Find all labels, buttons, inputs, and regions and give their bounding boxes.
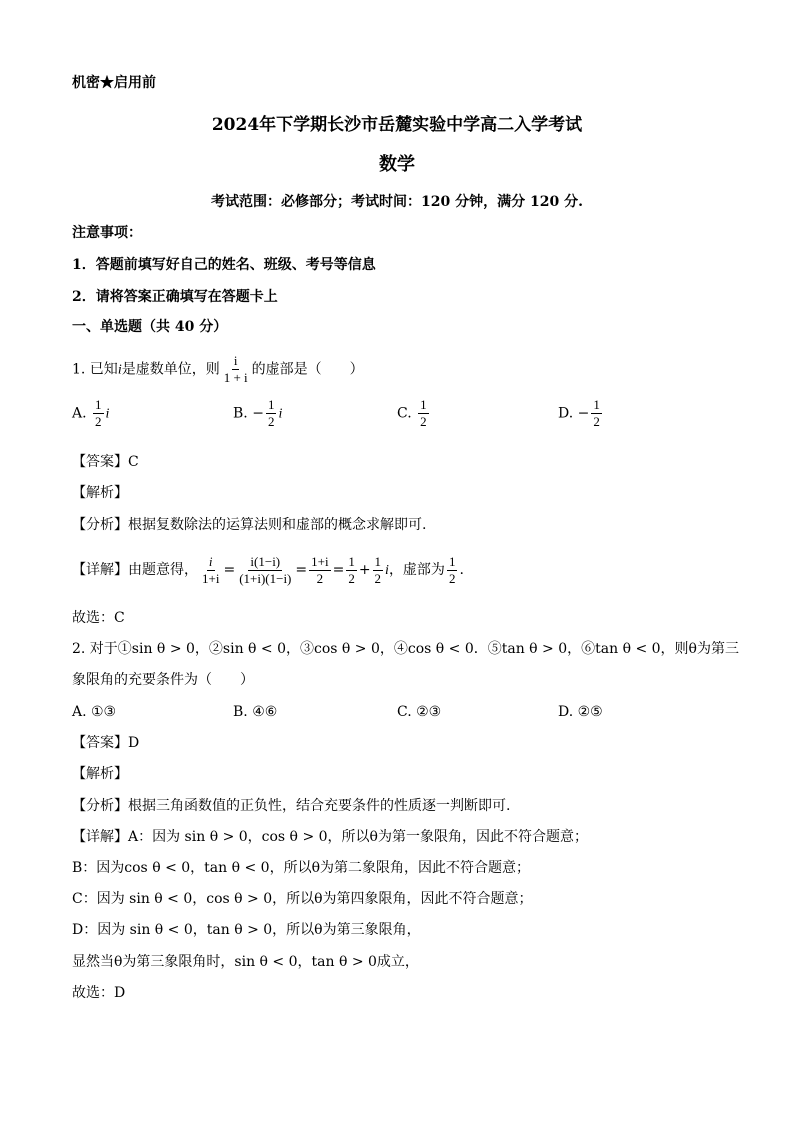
q1-choose: 故选：C [72, 610, 125, 626]
subject-title: 数学 [379, 154, 415, 175]
q1-option-c: C. $\frac{1}{2}$ [397, 397, 427, 429]
q2-detail-a: 【详解】A：因为 sin θ > 0，cos θ > 0，所以θ为第一象限角，因此不符合题意； [72, 829, 588, 845]
q2-choose: 故选：D [72, 985, 126, 1001]
q1-answer: 【答案】C [72, 454, 139, 470]
section-title: 一、单选题（共 40 分） [72, 319, 228, 335]
q1-option-a: A. $\frac{1}{2}$ i [72, 397, 110, 429]
q2-option-b: B. ④⑥ [233, 704, 278, 720]
note-item-1: 1．答题前填写好自己的姓名、班级、考号等信息 [72, 257, 376, 273]
q2-detail-e: 显然当θ为第三象限角时，sin θ < 0，tan θ > 0成立， [72, 954, 419, 970]
q2-stem-line1: 2. 对于①sin θ > 0，②sin θ < 0，③cos θ > 0，④cos θ < 0．⑤tan θ > 0，⑥tan θ < 0，则θ为第三 [72, 641, 739, 657]
q2-fenxi: 【分析】根据三角函数值的正负性，结合充要条件的性质逐一判断即可. [72, 798, 511, 814]
q2-answer: 【答案】D [72, 735, 140, 751]
q1-fenxi: 【分析】根据复数除法的运算法则和虚部的概念求解即可. [72, 517, 427, 533]
confidential-label: 机密★启用前 [72, 75, 156, 91]
q2-detail-b: B：因为cos θ < 0，tan θ < 0，所以θ为第二象限角，因此不符合题意； [72, 860, 530, 876]
q1-stem-fraction: $\frac{i}{1 + i}$ [223, 353, 248, 385]
q1-detail: 【详解】由题意得， $\frac{i}{1+i}$ = $\frac{i(1-i)}{(1+i)(1-i)}$ = $\frac{1+i}{2}$ = $\frac{1}{2}$ + $\frac{1}{2}$ i，虚部为 $\frac{1}{2}$ . [72, 553, 464, 586]
q1-option-d: D. − $\frac{1}{2}$ [558, 397, 600, 429]
note-item-2: 2．请将答案正确填写在答题卡上 [72, 289, 278, 305]
q2-option-d: D. ②⑤ [558, 704, 603, 720]
exam-title: 2024年下学期长沙市岳麓实验中学高二入学考试 [211, 115, 583, 135]
notes-heading: 注意事项： [72, 225, 142, 241]
exam-scope: 考试范围：必修部分；考试时间：120 分钟，满分 120 分. [211, 194, 583, 210]
q2-option-c: C. ②③ [397, 704, 442, 720]
q2-detail-d: D：因为 sin θ < 0，tan θ > 0，所以θ为第三象限角， [72, 922, 421, 938]
q2-option-a: A. ①③ [72, 704, 117, 720]
q1-option-b: B. − $\frac{1}{2}$ i [233, 397, 283, 429]
q2-analysis-tag: 【解析】 [72, 766, 128, 782]
q2-detail-c: C：因为 sin θ < 0，cos θ > 0，所以θ为第四象限角，因此不符合题意； [72, 891, 533, 907]
q1-analysis-tag: 【解析】 [72, 485, 128, 501]
q2-stem-line2: 象限角的充要条件为（ ） [72, 672, 254, 688]
q1-stem: 1. 已知i是虚数单位，则 $\frac{i}{1 + i}$ 的虚部是（ ） [72, 353, 364, 385]
